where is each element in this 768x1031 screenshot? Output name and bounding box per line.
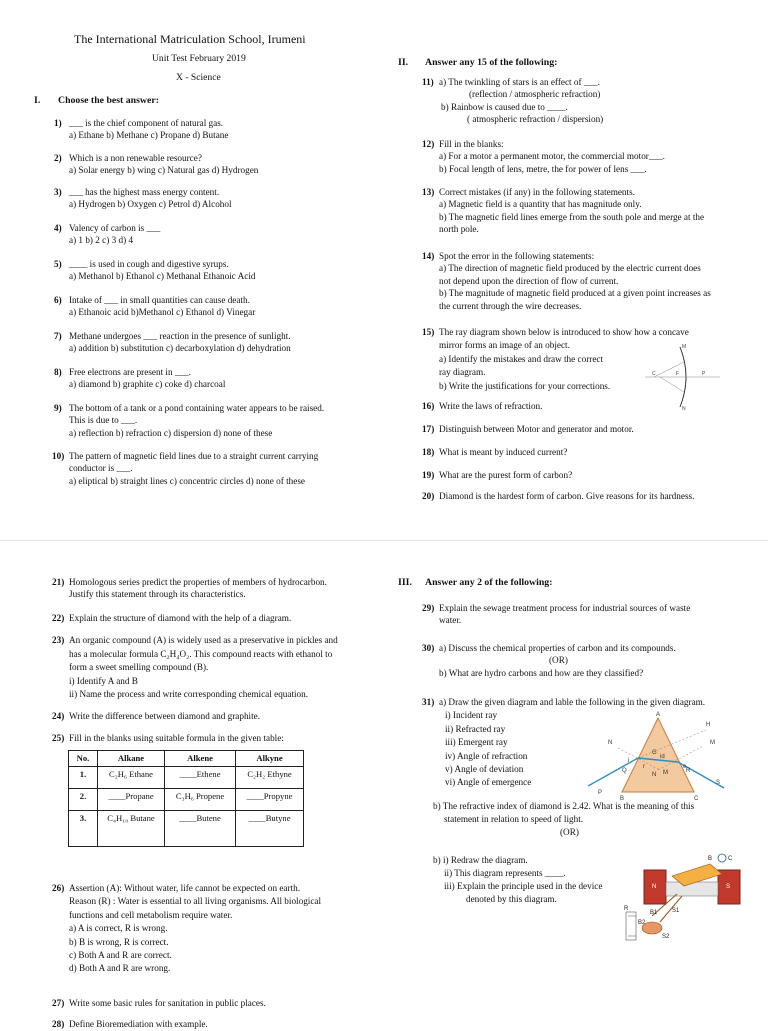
subject: X - Science bbox=[176, 72, 221, 83]
mirror-label-p: P bbox=[702, 371, 706, 377]
question-line: ii) This diagram represents ____. bbox=[444, 868, 566, 878]
question-text: The pattern of magnetic field lines due to a straight current carrying bbox=[69, 451, 319, 461]
question-text: The bottom of a tank or a pond containing water appears to be raised. bbox=[69, 403, 325, 413]
question-line: mirror forms an image of an object. bbox=[439, 340, 570, 351]
question-text: Explain the sewage treatment process for industrial sources of waste bbox=[439, 603, 691, 613]
question-text: ___ is the chief component of natural gas. bbox=[69, 118, 224, 128]
question-number: 14) bbox=[422, 251, 435, 261]
hydrocarbon-table bbox=[68, 750, 304, 847]
page-divider bbox=[0, 540, 768, 541]
question-number: 17) bbox=[422, 424, 435, 434]
question-text: Which is a non renewable resource? bbox=[69, 153, 202, 163]
question-number: 10) bbox=[52, 451, 65, 461]
question-line: a) For a motor a permanent motor, the commercial motor___. bbox=[439, 151, 665, 162]
question-text: Write the difference between diamond and graphite. bbox=[69, 711, 261, 721]
question-line: statement in relation to speed of light. bbox=[444, 814, 584, 824]
question-line: b) Write the justifications for your corrections. bbox=[439, 380, 611, 391]
question-number: 6) bbox=[54, 295, 62, 305]
table-cell: C₄H₁₀ Butane bbox=[98, 811, 165, 847]
question-number: 26) bbox=[52, 883, 65, 893]
mirror-label-n: N bbox=[682, 406, 686, 412]
prism-diagram bbox=[588, 710, 728, 800]
question-number: 7) bbox=[54, 331, 62, 341]
prism-label-s: S bbox=[716, 780, 721, 786]
table-row bbox=[69, 767, 304, 789]
question-number: 9) bbox=[54, 403, 62, 413]
question-number: 18) bbox=[422, 447, 435, 457]
question-line: b) The magnitude of magnetic field produced at a given point increases as bbox=[439, 288, 711, 299]
question-number: 31) bbox=[422, 697, 435, 707]
question-line: a) Methanol b) Ethanol c) Methanal Ethanoic Acid bbox=[69, 271, 256, 282]
question-line: ray diagram. bbox=[439, 367, 486, 378]
question-line: has a molecular formula C₂H₄O₂. This compound reacts with ethanol to bbox=[69, 648, 333, 659]
question-line: This is due to ___. bbox=[69, 415, 138, 426]
section-3-title: Answer any 2 of the following: bbox=[425, 577, 553, 588]
question-line: Justify this statement through its characteristics. bbox=[69, 589, 246, 600]
table-row bbox=[69, 811, 304, 847]
question-number: 16) bbox=[422, 401, 435, 411]
question-line: a) reflection b) refraction c) dispersion d) none of these bbox=[69, 427, 273, 438]
gen-label-s2: S2 bbox=[662, 934, 670, 940]
question-text: Spot the error in the following statements: bbox=[439, 251, 595, 261]
question-text: Fill in the blanks: bbox=[439, 139, 504, 149]
generator-diagram bbox=[622, 852, 752, 950]
table-header: Alkane bbox=[98, 751, 165, 767]
question-number: 15) bbox=[422, 327, 435, 337]
question-line: (OR) bbox=[549, 655, 568, 666]
question-text: Diamond is the hardest form of carbon. Give reasons for its hardness. bbox=[439, 491, 695, 501]
question-line: iii) Emergent ray bbox=[445, 737, 508, 748]
question-text: Valency of carbon is ___ bbox=[69, 223, 161, 233]
table-cell: ____Ethene bbox=[165, 767, 236, 789]
prism-label-m: M bbox=[710, 740, 715, 746]
question-line: a) A is correct, R is wrong. bbox=[69, 923, 168, 934]
prism-label-h: H bbox=[706, 722, 711, 728]
question-line: b) What are hydro carbons and how are they classified? bbox=[439, 667, 644, 678]
question-line: b) The magnetic field lines emerge from the south pole and merge at the bbox=[439, 211, 705, 222]
question-line: a) diamond b) graphite c) coke d) charcoal bbox=[69, 379, 226, 390]
question-number: 23) bbox=[52, 635, 65, 645]
question-number: 3) bbox=[54, 187, 62, 197]
question-number: 13) bbox=[422, 187, 435, 197]
table-cell: C₂H₆ Ethane bbox=[98, 767, 165, 789]
question-text: a) Draw the given diagram and lable the following in the given diagram. bbox=[439, 697, 706, 707]
question-text: ____ is used in cough and digestive syrups. bbox=[69, 259, 229, 269]
question-line: ( atmospheric refraction / dispersion) bbox=[467, 114, 604, 125]
gen-label-b2: B2 bbox=[638, 920, 646, 926]
question-text: a) Discuss the chemical properties of carbon and its compounds. bbox=[439, 643, 676, 653]
table-cell: C₃H₆ Propene bbox=[165, 789, 236, 811]
question-number: 22) bbox=[52, 613, 65, 623]
question-number: 4) bbox=[54, 223, 62, 233]
table-cell: C₂H₂ Ethyne bbox=[236, 767, 304, 789]
question-line: i) Identify A and B bbox=[69, 675, 138, 686]
question-line: functions and cell metabolism require water. bbox=[69, 909, 233, 920]
question-line: a) Ethane b) Methane c) Propane d) Butane bbox=[69, 130, 229, 141]
question-text: What is meant by induced current? bbox=[439, 447, 568, 457]
question-text: Methane undergoes ___ reaction in the presence of sunlight. bbox=[69, 331, 291, 341]
question-text: ___ has the highest mass energy content. bbox=[69, 187, 220, 197]
table-row bbox=[69, 789, 304, 811]
question-line: iii) Explain the principle used in the device bbox=[444, 881, 603, 891]
question-number: 5) bbox=[54, 259, 62, 269]
mirror-label-m: M bbox=[682, 344, 687, 350]
question-line: a) The direction of magnetic field produced by the electric current does bbox=[439, 263, 701, 274]
prism-label-id: id bbox=[660, 754, 665, 760]
table-cell: ____Butene bbox=[165, 811, 236, 847]
table-cell: ____Butyne bbox=[236, 811, 304, 847]
question-line: the current through the wire decreases. bbox=[439, 300, 582, 311]
section-2-title: Answer any 15 of the following: bbox=[425, 57, 558, 68]
section-2-roman: II. bbox=[398, 57, 409, 68]
question-number: 11) bbox=[422, 77, 434, 87]
question-number: 1) bbox=[54, 118, 62, 128]
prism-label-r2: R bbox=[686, 768, 691, 774]
question-number: 19) bbox=[422, 470, 435, 480]
question-number: 20) bbox=[422, 491, 435, 501]
question-text: Distinguish between Motor and generator and motor. bbox=[439, 424, 634, 434]
question-text: The ray diagram shown below is introduced to show how a concave bbox=[439, 327, 689, 337]
question-line: iv) Angle of refraction bbox=[445, 750, 528, 761]
question-text: a) The twinkling of stars is an effect of ___. bbox=[439, 77, 600, 87]
question-line: a) 1 b) 2 c) 3 d) 4 bbox=[69, 235, 134, 246]
section-1-roman: I. bbox=[34, 95, 41, 106]
question-text: Homologous series predict the properties of members of hydrocarbon. bbox=[69, 577, 327, 587]
question-number: 12) bbox=[422, 139, 435, 149]
question-line: not depend upon the direction of flow of current. bbox=[439, 275, 619, 286]
test-title: Unit Test February 2019 bbox=[152, 53, 246, 64]
question-text: Define Bioremediation with example. bbox=[69, 1019, 208, 1029]
question-line: ii) Name the process and write corresponding chemical equation. bbox=[69, 689, 309, 700]
table-cell: ____Propane bbox=[98, 789, 165, 811]
table-cell: 2. bbox=[69, 789, 98, 811]
prism-label-m2: M bbox=[663, 770, 668, 776]
gen-label-r: R bbox=[624, 906, 629, 912]
question-line: conductor is ___. bbox=[69, 463, 133, 474]
question-line: Reason (R) : Water is essential to all living organisms. All biological bbox=[69, 896, 322, 907]
prism-label-p: P bbox=[598, 790, 603, 796]
section-1-title: Choose the best answer: bbox=[58, 95, 159, 106]
question-line: (OR) bbox=[560, 827, 579, 837]
mirror-label-c: C bbox=[652, 371, 656, 377]
prism-label-n: N bbox=[608, 740, 613, 746]
prism-label-i: i bbox=[628, 758, 630, 764]
question-line: water. bbox=[439, 615, 462, 626]
prism-label-c: C bbox=[694, 796, 699, 800]
question-line: i) Incident ray bbox=[445, 710, 498, 721]
table-header: No. bbox=[69, 751, 98, 767]
mirror-label-f: F bbox=[676, 371, 680, 377]
question-number: 28) bbox=[52, 1019, 65, 1029]
question-text: An organic compound (A) is widely used as a preservative in pickles and bbox=[69, 635, 338, 645]
question-line: d) Both A and R are wrong. bbox=[69, 963, 171, 974]
prism-label-r: r bbox=[643, 764, 645, 770]
table-cell: 1. bbox=[69, 767, 98, 789]
question-line: north pole. bbox=[439, 224, 479, 235]
question-text: Correct mistakes (if any) in the following statements. bbox=[439, 187, 635, 197]
question-line: a) Magnetic field is a quantity that has magnitude only. bbox=[439, 199, 642, 210]
prism-label-e: e bbox=[683, 764, 687, 770]
question-line: ii) Refracted ray bbox=[445, 723, 506, 734]
question-number: 2) bbox=[54, 153, 62, 163]
question-number: 29) bbox=[422, 603, 435, 613]
question-text: Write some basic rules for sanitation in public places. bbox=[69, 998, 266, 1008]
prism-label-b: B bbox=[620, 796, 625, 800]
question-line: denoted by this diagram. bbox=[466, 894, 557, 904]
gen-label-c: C bbox=[728, 856, 733, 862]
question-line: a) Solar energy b) wing c) Natural gas d) Hydrogen bbox=[69, 165, 259, 176]
question-line: form a sweet smelling compound (B). bbox=[69, 662, 209, 673]
concave-mirror-diagram bbox=[640, 342, 730, 412]
table-header: Alkyne bbox=[236, 751, 304, 767]
question-line: a) eliptical b) straight lines c) concentric circles d) none of these bbox=[69, 475, 305, 486]
question-text: What are the purest form of carbon? bbox=[439, 470, 573, 480]
question-line: a) Hydrogen b) Oxygen c) Petrol d) Alcohol bbox=[69, 199, 232, 210]
question-number: 8) bbox=[54, 367, 62, 377]
prism-label-a: A bbox=[656, 712, 661, 718]
question-line: a) Identify the mistakes and draw the correct bbox=[439, 353, 604, 364]
question-line: b) B is wrong, R is correct. bbox=[69, 936, 169, 947]
question-line: c) Both A and R are correct. bbox=[69, 950, 172, 960]
table-cell: 3. bbox=[69, 811, 98, 847]
question-line: vi) Angle of emergence bbox=[445, 777, 532, 788]
question-text: Write the laws of refraction. bbox=[439, 401, 543, 411]
question-text: Free electrons are present in ___. bbox=[69, 367, 191, 377]
question-number: 25) bbox=[52, 733, 65, 743]
question-line: a) addition b) substitution c) decarboxylation d) dehydration bbox=[69, 343, 291, 354]
prism-label-g: G bbox=[652, 750, 657, 756]
section-3-roman: III. bbox=[398, 577, 412, 588]
question-line: (reflection / atmospheric refraction) bbox=[469, 89, 601, 100]
prism-label-q: Q bbox=[622, 768, 627, 774]
question-text: Fill in the blanks using suitable formula in the given table: bbox=[69, 733, 284, 743]
question-line: b) Focal length of lens, metre, the for power of lens ___. bbox=[439, 163, 647, 174]
table-cell: ____Propyne bbox=[236, 789, 304, 811]
gen-label-s: S bbox=[726, 884, 731, 890]
question-number: 21) bbox=[52, 577, 65, 587]
school-name: The International Matriculation School, Irumeni bbox=[74, 32, 306, 46]
question-number: 27) bbox=[52, 998, 65, 1008]
question-line: v) Angle of deviation bbox=[445, 764, 524, 774]
question-line: a) Ethanoic acid b)Methanol c) Ethanol d) Vinegar bbox=[69, 307, 256, 318]
question-text: Assertion (A): Without water, life cannot be expected on earth. bbox=[69, 883, 300, 893]
table-header: Alkene bbox=[165, 751, 236, 767]
gen-label-b: B bbox=[708, 856, 713, 862]
prism-label-n2: N bbox=[652, 772, 657, 778]
gen-label-n: N bbox=[652, 884, 657, 890]
gen-label-s1: S1 bbox=[672, 908, 680, 914]
question-text: Explain the structure of diamond with the help of a diagram. bbox=[69, 613, 292, 623]
question-line: b) i) Redraw the diagram. bbox=[433, 855, 528, 865]
question-line: b) Rainbow is caused due to ____. bbox=[441, 101, 568, 112]
question-number: 30) bbox=[422, 643, 435, 653]
question-number: 24) bbox=[52, 711, 65, 721]
question-line: b) The refractive index of diamond is 2.42. What is the meaning of this bbox=[433, 801, 695, 811]
question-text: Intake of ___ in small quantities can cause death. bbox=[69, 295, 250, 305]
gen-label-b1: B1 bbox=[650, 910, 658, 916]
